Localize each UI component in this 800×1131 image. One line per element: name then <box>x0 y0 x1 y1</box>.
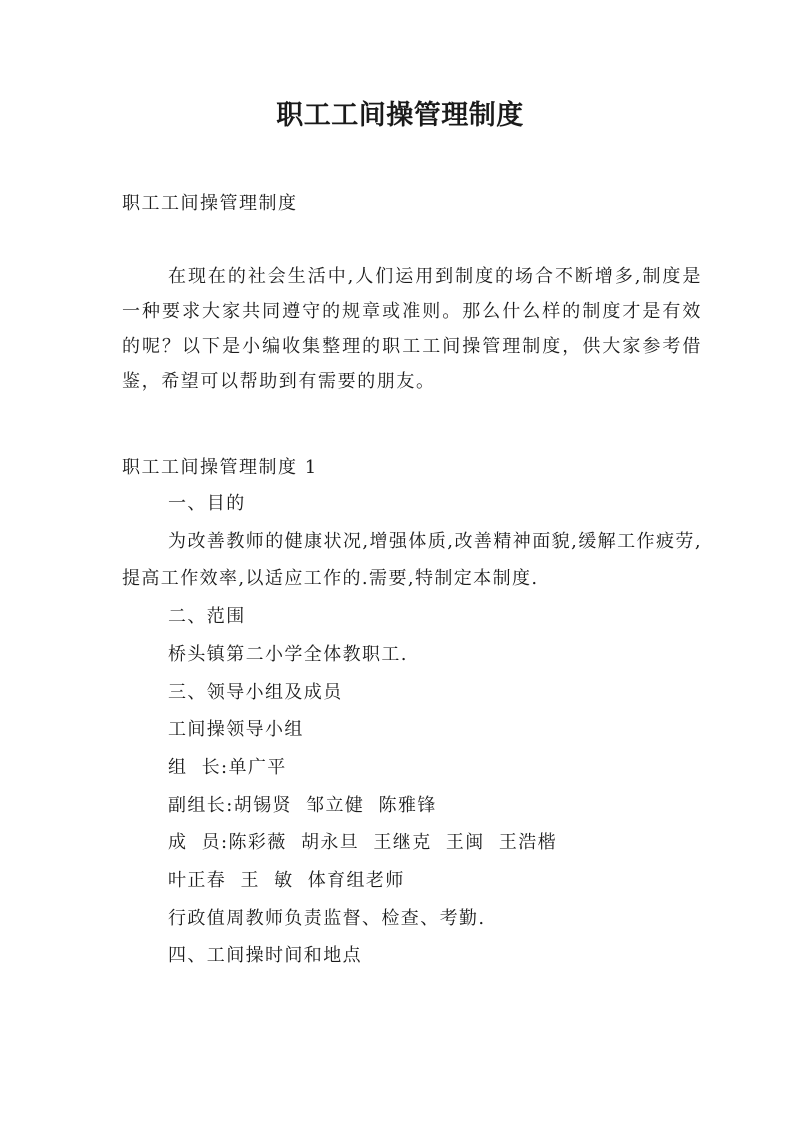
heading-purpose: 一、目的 <box>168 493 246 514</box>
leadership-group-label: 工间操领导小组 <box>168 719 304 741</box>
heading-time-place: 四、工间操时间和地点 <box>168 945 362 967</box>
heading-leadership: 三、领导小组及成员 <box>168 681 343 703</box>
heading-scope: 二、范围 <box>168 606 246 628</box>
scope-text: 桥头镇第二小学全体教职工. <box>168 643 408 665</box>
intro-paragraph: 在现在的社会生活中,人们运用到制度的场合不断增多,制度是一种要求大家共同遵守的规章或准则。那么什么样的制度才是有效的呢？以下是小编收集整理的职工工间操管理制度，供大家参考借鉴，希望可以帮助到有需要的朋友。 <box>122 266 702 392</box>
supervision-note: 行政值周教师负责监督、检查、考勤. <box>168 907 486 929</box>
document-subtitle: 职工工间操管理制度 <box>122 193 298 214</box>
document-title: 职工工间操管理制度 <box>276 100 524 131</box>
section-title: 职工工间操管理制度 1 <box>122 457 318 478</box>
deputy-leaders: 副组长:胡锡贤 邹立健 陈雅锋 <box>168 794 437 816</box>
group-leader: 组 长:单广平 <box>168 756 287 778</box>
section-body <box>122 485 702 975</box>
members-line-1: 成 员:陈彩薇 胡永旦 王继克 王闽 王浩楷 <box>168 832 558 854</box>
members-line-2: 叶正春 王 敏 体育组老师 <box>168 870 405 892</box>
purpose-paragraph: 为改善教师的健康状况,增强体质,改善精神面貌,缓解工作疲劳,提高工作效率,以适应工作的.需要,特制定本制度. <box>122 530 702 590</box>
intro-section <box>122 259 702 399</box>
